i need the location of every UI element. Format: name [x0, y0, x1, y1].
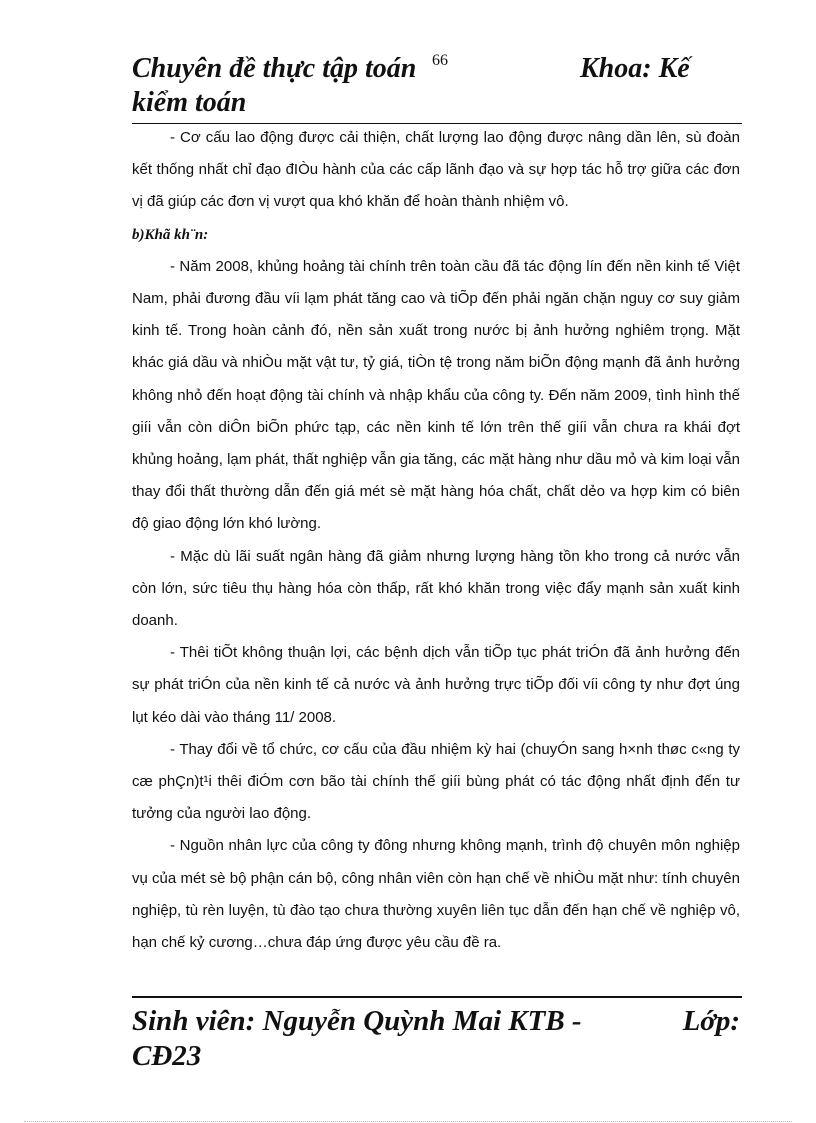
document-body — [132, 122, 740, 959]
page-number: 66 — [432, 52, 448, 69]
footer-class: Lớp: — [682, 1005, 740, 1037]
section-heading-difficulties: b)Khã kh¨n: — [132, 226, 209, 243]
footer-rule — [132, 996, 742, 998]
page-edge — [24, 1121, 792, 1122]
paragraph-financial-crisis: - Năm 2008, khủng hoảng tài chính trên toàn cầu đã tác động lín đến nền kinh tế Việt Nam, phải đương đầu víi lạm phát tăng cao và tiÕp đến phải ngăn chặn nguy cơ suy giảm kinh tế. Trong hoàn cảnh đó, nền sản xuất trong nước bị ảnh hưởng nghiêm trọng. Mặt khác giá dầu và nhiÒu mặt vật tư, tỷ giá, tiÒn tệ trong năm biÕn động mạnh đã ảnh hưởng không nhỏ đến hoạt động tài chính và nhập khẩu của công ty. Đến năm 2009, tình hình thế giíi vẫn còn diÔn biÕn phức tạp, các nền kinh tế lớn trên thế giíi vẫn chưa ra khái đợt khủng hoảng, lạm phát, thất nghiệp vẫn gia tăng, các mặt hàng như dầu mỏ và kim loại vẫn thay đổi thất thường dẫn đến giá mét sè mặt hàng hóa chất, chất dẻo va hợp kim có biên độ giao động lớn khó lường. — [132, 257, 740, 533]
paragraph-human-resources: - Nguồn nhân lực của công ty đông nhưng không mạnh, trình độ chuyên môn nghiệp vụ của mét sè bộ phận cán bộ, công nhân viên còn hạn chế về nhiÒu mặt như: tính chuyên nghiệp, tù rèn luyện, tù đào tạo chưa thường xuyên liên tục dẫn đến hạn chế về nghiệp vô, hạn chế kỷ cương…chưa đáp ứng được yêu cầu đề ra. — [132, 837, 740, 952]
paragraph-labor-structure: - Cơ cấu lao động được cải thiện, chất lượng lao động được nâng dần lên, sù đoàn kết thống nhất chỉ đạo đIÒu hành của các cấp lãnh đạo và sự hợp tác hỗ trợ giữa các đơn vị đã giúp các đơn vị vượt qua khó khăn để hoàn thành nhiệm vô. — [132, 129, 740, 211]
paragraph-interest-rates: - Mặc dù lãi suất ngân hàng đã giảm nhưng lượng hàng tồn kho trong cả nước vẫn còn lớn, sức tiêu thụ hàng hóa còn thấp, rất khó khăn trong việc đẩy mạnh sản xuất kinh doanh. — [132, 547, 740, 630]
header-department: Khoa: Kế — [580, 53, 690, 84]
header-title: Chuyên đề thực tập toán kiểm toán — [132, 53, 417, 118]
footer-student: Sinh viên: Nguyễn Quỳnh Mai KTB - CĐ23 — [132, 1005, 582, 1072]
paragraph-weather: - Thêi tiÕt không thuận lợi, các bệnh dịch vẫn tiÕp tục phát triÓn đã ảnh hưởng đến sự phát triÓn của nền kinh tế cả nước và ảnh hưởng trực tiÕp đối víi công ty như đợt úng lụt kéo dài vào tháng 11/ 2008. — [132, 644, 740, 726]
paragraph-restructuring: - Thay đổi về tổ chức, cơ cấu của đầu nhiệm kỳ hai (chuyÓn sang h×nh thøc c«ng ty cæ phÇn)t¹i thêi điÓm cơn bão tài chính thế giíi bùng phát có tác động nhất định đến tư tưởng của người lao động. — [132, 740, 740, 823]
